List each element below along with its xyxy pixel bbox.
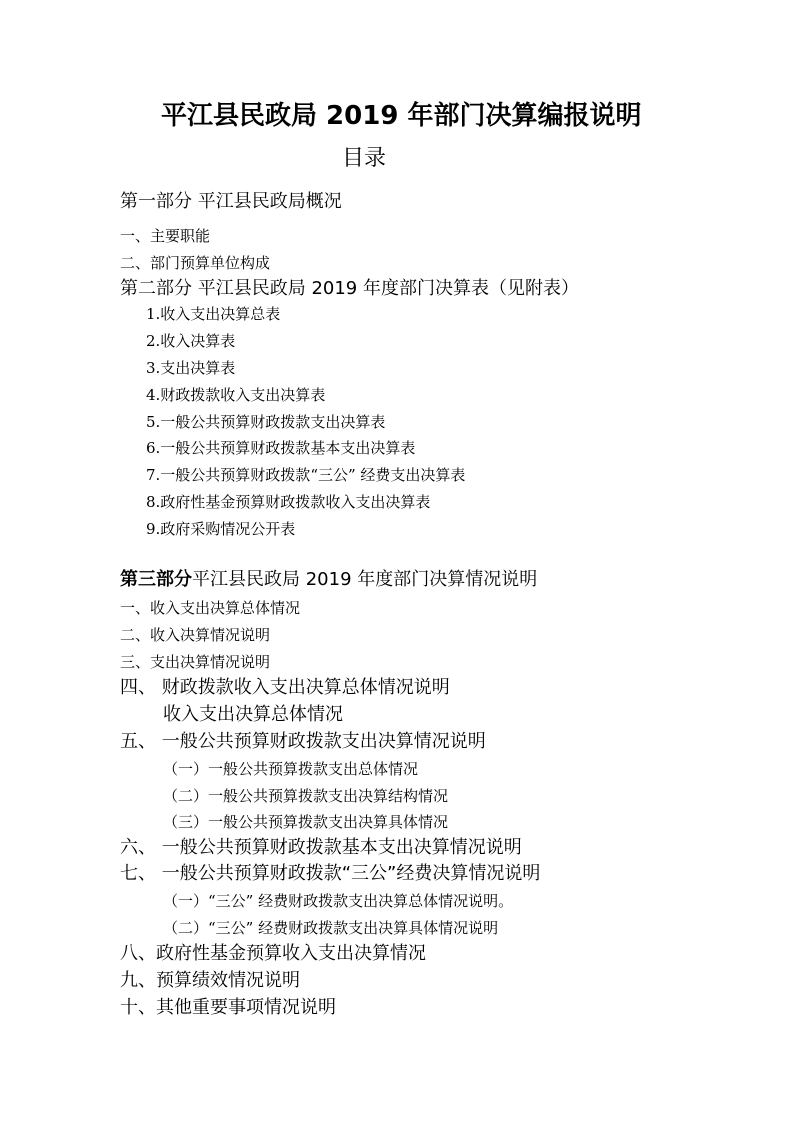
toc-item: 六、 一般公共预算财政拨款基本支出决算情况说明: [120, 837, 522, 858]
toc-item: 6.一般公共预算财政拨款基本支出决算表: [146, 439, 416, 457]
toc-item: 3.支出决算表: [146, 359, 236, 377]
document-title: 平江县民政局 2019 年部门决算编报说明: [161, 101, 642, 131]
part3-heading-text: 平江县民政局 2019 年度部门决算情况说明: [192, 569, 538, 590]
part3-heading: [120, 571, 537, 589]
part1-heading: 第一部分 平江县民政局概况: [120, 191, 342, 212]
toc-item: 7.一般公共预算财政拨款“三公” 经费支出决算表: [146, 466, 466, 484]
toc-item: 十、其他重要事项情况说明: [120, 997, 336, 1018]
toc-item: 二、部门预算单位构成: [120, 254, 271, 272]
toc-item: 四、 财政拨款收入支出决算总体情况说明: [120, 677, 450, 698]
toc-item: 二、收入决算情况说明: [120, 626, 271, 644]
toc-item: 4.财政拨款收入支出决算表: [146, 386, 326, 404]
toc-item: 2.收入决算表: [146, 332, 236, 350]
part3-heading-label: 第三部分: [120, 569, 192, 590]
toc-item: 九、预算绩效情况说明: [120, 970, 300, 991]
toc-item: 七、 一般公共预算财政拨款“三公”经费决算情况说明: [120, 863, 541, 884]
toc-subitem: （一）一般公共预算拨款支出总体情况: [163, 760, 419, 778]
part2-heading: 第二部分 平江县民政局 2019 年度部门决算表（见附表）: [120, 278, 579, 299]
toc-item: 8.政府性基金预算财政拨款收入支出决算表: [146, 493, 431, 511]
toc-item: 收入支出决算总体情况: [163, 704, 343, 725]
toc-item: 1.收入支出决算总表: [146, 305, 281, 323]
toc-item: 八、政府性基金预算收入支出决算情况: [120, 943, 426, 964]
toc-heading: 目录: [342, 146, 387, 171]
toc-item: 一、收入支出决算总体情况: [120, 599, 301, 617]
toc-subitem: （二）“三公” 经费财政拨款支出决算具体情况说明: [163, 919, 499, 937]
toc-item: 一、主要职能: [120, 227, 211, 245]
toc-subitem: （二）一般公共预算拨款支出决算结构情况: [163, 787, 449, 805]
toc-item: 5.一般公共预算财政拨款支出决算表: [146, 413, 386, 431]
toc-item: 三、支出决算情况说明: [120, 653, 271, 671]
toc-item: 9.政府采购情况公开表: [146, 520, 296, 538]
toc-item: 五、 一般公共预算财政拨款支出决算情况说明: [120, 731, 486, 752]
toc-subitem: （一）“三公” 经费财政拨款支出决算总体情况说明。: [163, 892, 514, 910]
toc-subitem: （三）一般公共预算拨款支出决算具体情况: [163, 813, 449, 831]
